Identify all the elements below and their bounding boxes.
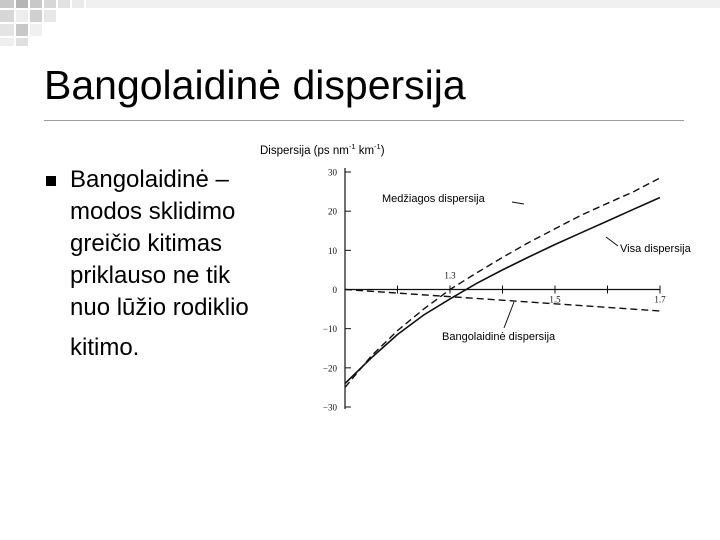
- annotation-material-dispersion: Medžiagos dispersija: [382, 193, 485, 205]
- annotation-arrow: [504, 302, 514, 328]
- decorative-checker-pattern: [0, 0, 720, 46]
- bullet-line: modos sklidimo: [70, 198, 236, 225]
- y-tick-label: −30: [322, 402, 337, 413]
- annotation-arrow: [606, 237, 618, 246]
- annotation-total-dispersion: Visa dispersija: [620, 243, 691, 255]
- y-axis-label: Dispersija (ps $nm^{-1}$ $km^{-1}$): [260, 142, 385, 157]
- bullet-line: Bangolaidinė –: [70, 166, 229, 193]
- x-tick-label: 1.7: [654, 294, 666, 305]
- y-tick-label: 30: [328, 167, 337, 178]
- x-tick-label: 1.3: [444, 270, 456, 281]
- bullet-line: priklauso ne tik: [70, 262, 231, 289]
- bullet-text: [70, 164, 300, 364]
- y-tick-label: 0: [332, 285, 337, 295]
- y-tick-label: −10: [322, 324, 337, 335]
- y-tick-label: 20: [328, 206, 337, 217]
- title-divider: [44, 120, 684, 121]
- slide-title: Bangolaidinė dispersija: [44, 62, 466, 108]
- y-tick-label: −20: [322, 363, 337, 374]
- bullet-line: nuo lūžio rodiklio: [70, 294, 249, 321]
- x-tick-label: 1.5: [549, 294, 561, 305]
- dispersion-chart: [260, 132, 720, 422]
- bullet-line: kitimo.: [70, 334, 140, 361]
- bullet-line: greičio kitimas: [70, 230, 223, 257]
- y-tick-label: 10: [328, 245, 337, 256]
- bullet-square-icon: [46, 176, 56, 186]
- annotation-waveguide-dispersion: Bangolaidinė dispersija: [442, 331, 556, 343]
- annotation-arrow: [512, 202, 524, 204]
- series-line-1: [345, 178, 660, 388]
